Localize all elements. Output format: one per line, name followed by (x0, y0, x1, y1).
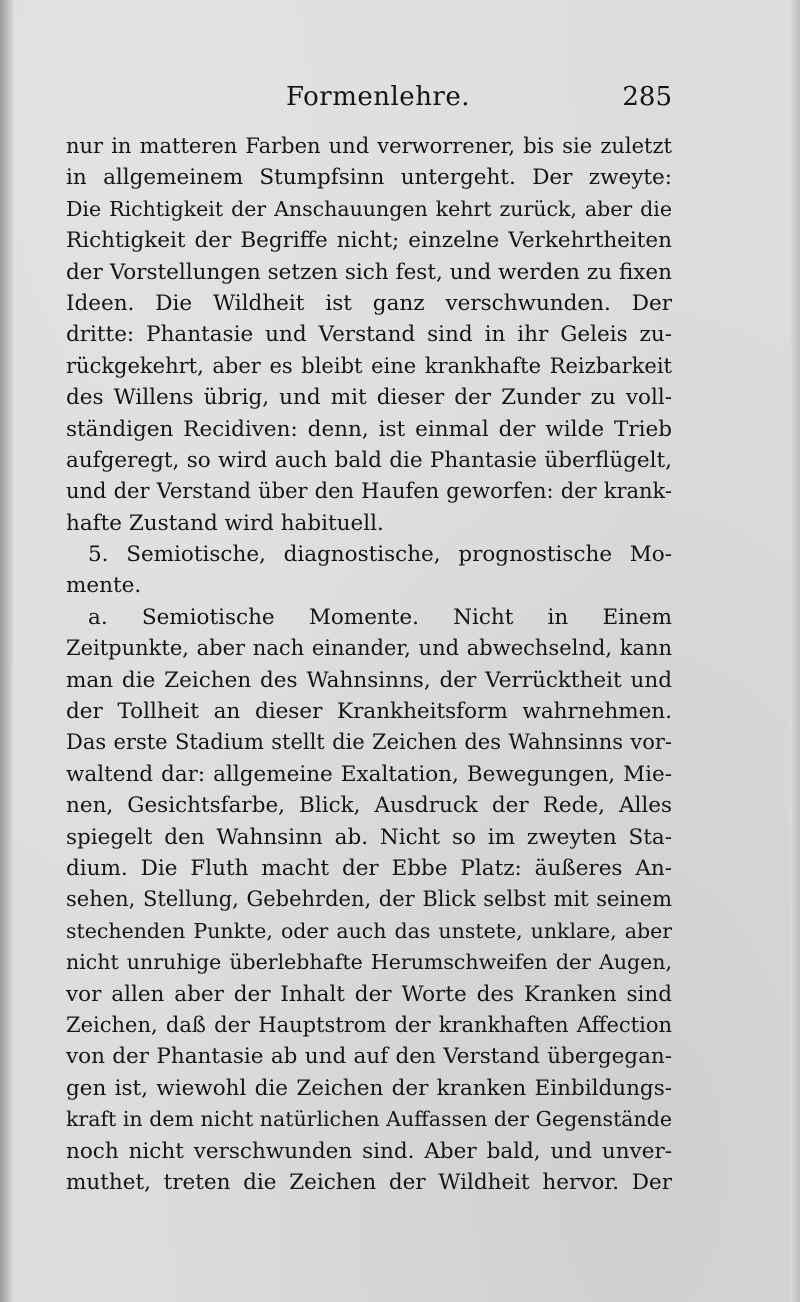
text-line: waltend dar: allgemeine Exaltation, Bewegungen, Mie- (66, 761, 672, 787)
text-line: nicht unruhige überlebhafte Herumschweifen der Augen, (66, 950, 672, 975)
text-line: des Willens übrig, und mit dieser der Zunder zu voll- (66, 385, 672, 411)
text-line: der Vorstellungen setzen sich fest, und werden zu fixen (66, 259, 672, 285)
text-line: kraft in dem nicht natürlichen Auffassen der Gegenstände (66, 1107, 672, 1132)
text-line: muthet, treten die Zeichen der Wildheit hervor. Der (66, 1169, 672, 1195)
text-line: hafte Zustand wird habituell. (66, 510, 384, 536)
text-line: man die Zeichen des Wahnsinns, der Verrücktheit und (66, 667, 672, 693)
page-header (66, 78, 672, 118)
text-line: Das erste Stadium stellt die Zeichen des Wahnsinns vor- (66, 730, 672, 755)
text-line: dium. Die Fluth macht der Ebbe Platz: äußeres An- (66, 855, 672, 881)
page-number: 285 (622, 82, 672, 112)
text-line: sehen, Stellung, Gebehrden, der Blick selbst mit seinem (66, 887, 672, 912)
text-line: ständigen Recidiven: denn, ist einmal der wilde Trieb (66, 416, 672, 442)
text-line: Die Richtigkeit der Anschauungen kehrt zurück, aber die (66, 196, 672, 221)
text-line: und der Verstand über den Haufen geworfen: der krank- (66, 479, 672, 504)
text-line: rückgekehrt, aber es bleibt eine krankhafte Reizbarkeit (66, 353, 672, 378)
binding-shadow (0, 0, 14, 1302)
section-heading-line: 5. Semiotische, diagnostische, prognostische Mo- (88, 542, 672, 568)
page-edge (790, 0, 800, 1302)
text-line: Richtigkeit der Begriffe nicht; einzelne Verkehrtheiten (66, 228, 672, 254)
text-line: Ideen. Die Wildheit ist ganz verschwunden. Der (66, 290, 672, 316)
subsection-line: a. Semiotische Momente. Nicht in Einem (88, 604, 672, 630)
text-line: dritte: Phantasie und Verstand sind in ihr Geleis zu- (66, 322, 672, 348)
body-text (66, 131, 672, 1198)
section-heading-line: mente. (66, 573, 142, 599)
text-line: noch nicht verschwunden sind. Aber bald, und unver- (66, 1138, 672, 1164)
text-line: spiegelt den Wahnsinn ab. Nicht so im zweyten Sta- (66, 824, 672, 850)
text-line: nen, Gesichtsfarbe, Blick, Ausdruck der Rede, Alles (66, 793, 672, 819)
text-line: aufgeregt, so wird auch bald die Phantasie überflügelt, (66, 447, 672, 473)
text-line: von der Phantasie ab und auf den Verstand übergegan- (66, 1044, 672, 1070)
text-line: vor allen aber der Inhalt der Worte des Kranken sind (66, 981, 672, 1007)
text-line: Zeichen, daß der Hauptstrom der krankhaften Affection (66, 1012, 672, 1037)
text-line: stechenden Punkte, oder auch das unstete, unklare, aber (66, 918, 672, 943)
running-head: Formenlehre. (286, 82, 471, 112)
text-line: gen ist, wiewohl die Zeichen der kranken Einbildungs- (66, 1075, 672, 1101)
text-line: der Tollheit an dieser Krankheitsform wahrnehmen. (66, 699, 672, 725)
text-line: in allgemeinem Stumpfsinn untergeht. Der zweyte: (66, 165, 672, 191)
text-line: nur in matteren Farben und verworrener, bis sie zuletzt (66, 134, 672, 158)
text-line: Zeitpunkte, aber nach einander, und abwechselnd, kann (66, 636, 672, 661)
